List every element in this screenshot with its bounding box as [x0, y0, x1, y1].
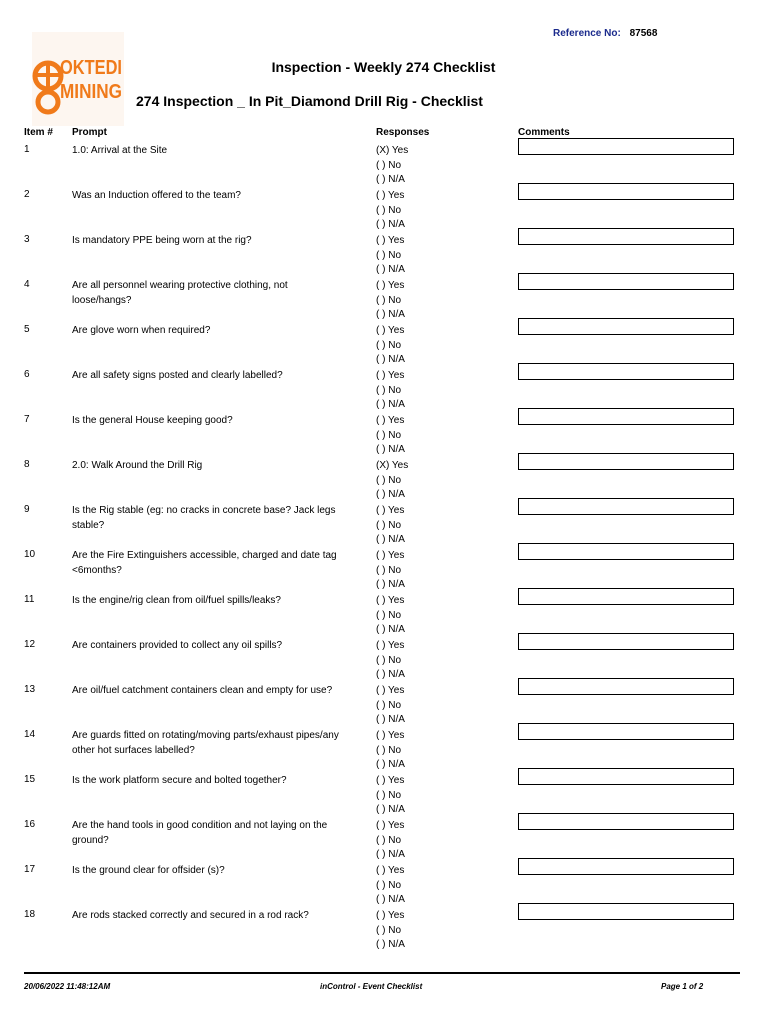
- response-na[interactable]: ( ) N/A: [376, 849, 405, 860]
- item-number: 13: [24, 684, 36, 695]
- reference-label: Reference No:: [553, 28, 621, 39]
- svg-text:MINING: MINING: [60, 81, 122, 103]
- response-na[interactable]: ( ) N/A: [376, 624, 405, 635]
- response-no[interactable]: ( ) No: [376, 924, 401, 936]
- item-prompt: Are the hand tools in good condition and not laying on the ground?: [72, 820, 328, 846]
- comment-field[interactable]: [518, 813, 734, 830]
- item-prompt: Are the Fire Extinguishers accessible, charged and date tag <6months?: [72, 550, 337, 576]
- response-na[interactable]: ( ) N/A: [376, 579, 405, 590]
- response-na[interactable]: ( ) N/A: [376, 714, 405, 725]
- response-no[interactable]: ( ) No: [376, 609, 401, 621]
- item-number: 8: [24, 459, 30, 470]
- comment-field[interactable]: [518, 318, 734, 335]
- response-no[interactable]: ( ) No: [376, 564, 401, 576]
- item-responses: [376, 189, 405, 233]
- response-yes[interactable]: ( ) Yes: [376, 685, 405, 696]
- item-number: 2: [24, 189, 30, 200]
- item-number: 3: [24, 234, 30, 245]
- response-yes[interactable]: ( ) Yes: [376, 370, 405, 381]
- response-yes[interactable]: ( ) Yes: [376, 325, 405, 336]
- comment-field[interactable]: [518, 858, 734, 875]
- response-yes[interactable]: ( ) Yes: [376, 415, 405, 426]
- item-number: 18: [24, 909, 36, 920]
- item-responses: [376, 594, 405, 638]
- response-no[interactable]: ( ) No: [376, 429, 401, 441]
- response-na[interactable]: ( ) N/A: [376, 759, 405, 770]
- item-number: 14: [24, 729, 36, 740]
- item-number: 6: [24, 369, 30, 380]
- response-na[interactable]: ( ) N/A: [376, 354, 405, 365]
- document-subtitle: 274 Inspection _ In Pit_Diamond Drill Rig - Checklist: [136, 93, 483, 109]
- response-yes[interactable]: ( ) Yes: [376, 235, 405, 246]
- item-prompt: 2.0: Walk Around the Drill Rig: [72, 460, 203, 471]
- item-responses: [376, 504, 405, 548]
- comment-field[interactable]: [518, 363, 734, 380]
- response-yes[interactable]: ( ) Yes: [376, 640, 405, 651]
- response-yes[interactable]: ( ) Yes: [376, 190, 405, 201]
- response-yes[interactable]: ( ) Yes: [376, 505, 405, 516]
- response-no[interactable]: ( ) No: [376, 249, 401, 261]
- document-title: Inspection - Weekly 274 Checklist: [271, 59, 496, 75]
- footer-center: inControl - Event Checklist: [320, 982, 423, 991]
- comment-field[interactable]: [518, 903, 734, 920]
- response-na[interactable]: ( ) N/A: [376, 534, 405, 545]
- response-yes[interactable]: ( ) Yes: [376, 730, 405, 741]
- comment-field[interactable]: [518, 588, 734, 605]
- response-yes[interactable]: (X) Yes: [376, 460, 409, 471]
- response-na[interactable]: ( ) N/A: [376, 669, 405, 680]
- item-responses: [376, 729, 405, 773]
- reference-value: 87568: [629, 28, 658, 39]
- comment-field[interactable]: [518, 453, 734, 470]
- response-no[interactable]: ( ) No: [376, 879, 401, 891]
- item-responses: [376, 234, 405, 278]
- item-prompt: Is the general House keeping good?: [72, 415, 233, 426]
- svg-text:OKTEDI: OKTEDI: [60, 57, 122, 79]
- response-na[interactable]: ( ) N/A: [376, 399, 405, 410]
- comment-field[interactable]: [518, 543, 734, 560]
- response-no[interactable]: ( ) No: [376, 294, 401, 306]
- response-no[interactable]: ( ) No: [376, 744, 401, 756]
- item-prompt: Is the engine/rig clean from oil/fuel spills/leaks?: [72, 595, 281, 606]
- header-comments: Comments: [518, 127, 570, 138]
- comment-field[interactable]: [518, 138, 734, 155]
- comment-field[interactable]: [518, 633, 734, 650]
- response-no[interactable]: ( ) No: [376, 519, 401, 531]
- comment-field[interactable]: [518, 723, 734, 740]
- item-number: 5: [24, 324, 30, 335]
- comment-field[interactable]: [518, 768, 734, 785]
- header-responses: Responses: [376, 127, 430, 138]
- item-number: 9: [24, 504, 30, 515]
- response-no[interactable]: ( ) No: [376, 699, 401, 711]
- comment-field[interactable]: [518, 228, 734, 245]
- header-item: Item #: [24, 127, 53, 138]
- comment-field[interactable]: [518, 498, 734, 515]
- reference-number: [553, 28, 657, 39]
- response-no[interactable]: ( ) No: [376, 474, 401, 486]
- item-number: 15: [24, 774, 36, 785]
- item-responses: [376, 909, 405, 953]
- response-yes[interactable]: ( ) Yes: [376, 775, 405, 786]
- response-na[interactable]: ( ) N/A: [376, 444, 405, 455]
- item-prompt: Is the work platform secure and bolted together?: [72, 775, 287, 786]
- item-prompt: Are all safety signs posted and clearly labelled?: [72, 370, 283, 381]
- response-na[interactable]: ( ) N/A: [376, 489, 405, 500]
- item-prompt: Is the ground clear for offsider (s)?: [72, 865, 225, 876]
- response-na[interactable]: ( ) N/A: [376, 309, 405, 320]
- item-number: 7: [24, 414, 30, 425]
- item-number: 1: [24, 144, 30, 155]
- response-no[interactable]: ( ) No: [376, 159, 401, 171]
- response-yes[interactable]: ( ) Yes: [376, 280, 405, 291]
- comment-field[interactable]: [518, 408, 734, 425]
- item-prompt: 1.0: Arrival at the Site: [72, 145, 168, 156]
- comment-field[interactable]: [518, 273, 734, 290]
- item-responses: [376, 774, 405, 818]
- response-no[interactable]: ( ) No: [376, 834, 401, 846]
- item-responses: [376, 549, 405, 593]
- response-yes[interactable]: (X) Yes: [376, 145, 409, 156]
- response-no[interactable]: ( ) No: [376, 204, 401, 216]
- response-na[interactable]: ( ) N/A: [376, 219, 405, 230]
- response-na[interactable]: ( ) N/A: [376, 939, 405, 950]
- item-prompt: Are rods stacked correctly and secured in a rod rack?: [72, 910, 309, 921]
- item-prompt: Are containers provided to collect any oil spills?: [72, 640, 283, 651]
- response-yes[interactable]: ( ) Yes: [376, 865, 405, 876]
- header-prompt: Prompt: [72, 127, 107, 138]
- item-prompt: Are all personnel wearing protective clothing, not loose/hangs?: [72, 280, 288, 306]
- item-responses: [376, 459, 408, 503]
- item-prompt: Are guards fitted on rotating/moving parts/exhaust pipes/any other hot surfaces labelled?: [72, 730, 339, 756]
- checklist-row: [0, 909, 768, 954]
- item-number: 10: [24, 549, 36, 560]
- item-prompt: Are oil/fuel catchment containers clean and empty for use?: [72, 685, 333, 696]
- response-no[interactable]: ( ) No: [376, 789, 401, 801]
- response-no[interactable]: ( ) No: [376, 654, 401, 666]
- item-responses: [376, 864, 405, 908]
- item-number: 11: [24, 594, 35, 605]
- response-yes[interactable]: ( ) Yes: [376, 550, 405, 561]
- comment-field[interactable]: [518, 183, 734, 200]
- item-responses: [376, 324, 405, 368]
- response-na[interactable]: ( ) N/A: [376, 264, 405, 275]
- item-responses: [376, 369, 405, 413]
- item-responses: [376, 279, 405, 323]
- item-responses: [376, 639, 405, 683]
- item-number: 4: [24, 279, 30, 290]
- item-prompt: Is the Rig stable (eg: no cracks in concrete base? Jack legs stable?: [72, 505, 336, 531]
- item-prompt: Are glove worn when required?: [72, 325, 211, 336]
- item-responses: [376, 819, 405, 863]
- response-na[interactable]: ( ) N/A: [376, 174, 405, 185]
- item-prompt: Was an Induction offered to the team?: [72, 190, 241, 201]
- item-responses: [376, 144, 408, 188]
- item-responses: [376, 414, 405, 458]
- response-yes[interactable]: ( ) Yes: [376, 595, 405, 606]
- response-no[interactable]: ( ) No: [376, 339, 401, 351]
- item-number: 12: [24, 639, 36, 650]
- response-yes[interactable]: ( ) Yes: [376, 820, 405, 831]
- response-yes[interactable]: ( ) Yes: [376, 910, 405, 921]
- item-number: 16: [24, 819, 36, 830]
- footer-datetime: 20/06/2022 11:48:12AM: [24, 982, 111, 991]
- item-number: 17: [24, 864, 36, 875]
- response-na[interactable]: ( ) N/A: [376, 894, 405, 905]
- footer-divider: [24, 972, 740, 974]
- response-na[interactable]: ( ) N/A: [376, 804, 405, 815]
- response-no[interactable]: ( ) No: [376, 384, 401, 396]
- company-logo: [32, 32, 124, 126]
- footer-page: Page 1 of 2: [661, 982, 704, 991]
- item-prompt: Is mandatory PPE being worn at the rig?: [72, 235, 252, 246]
- item-responses: [376, 684, 405, 728]
- comment-field[interactable]: [518, 678, 734, 695]
